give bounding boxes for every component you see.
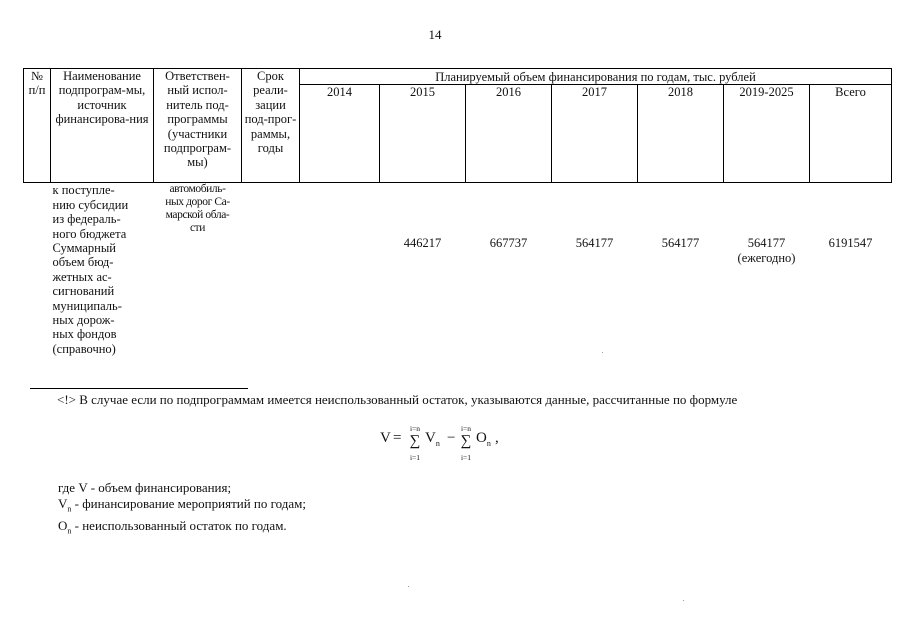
header-total: Всего — [810, 85, 892, 183]
value-2016: 667737 — [489, 236, 528, 251]
value-2014 — [300, 183, 380, 356]
value-note: (ежегодно) — [737, 250, 796, 265]
formula-minus: − — [447, 430, 456, 446]
legend-item: $O_n$ - неиспользованный остаток по годам. — [58, 517, 287, 536]
legend — [58, 480, 306, 539]
header-year-2014: 2014 — [300, 85, 380, 183]
footnote-divider — [30, 388, 248, 389]
formula-eq: = — [393, 430, 402, 446]
header-year-2016: 2016 — [466, 85, 552, 183]
header-name: Наименование подпрограм-мы, источник финансирова-ния — [51, 69, 154, 183]
value-total: 6191547 — [828, 236, 873, 251]
scan-speck — [602, 352, 603, 353]
sum2-symbol: ∑ — [460, 433, 472, 449]
scan-speck — [408, 586, 409, 587]
value-2019-2025: 564177 (ежегодно) — [724, 183, 810, 356]
header-term: Срок реали-зации под-прог-раммы, годы — [242, 69, 300, 183]
header-year-2018: 2018 — [638, 85, 724, 183]
page-number: 14 — [428, 27, 442, 42]
formula-end: , — [495, 430, 499, 446]
header-num: № п/п — [24, 69, 51, 183]
header-year-2019-2025: 2019-2025 — [724, 85, 810, 183]
row-term — [242, 183, 300, 356]
formula-lhs: V — [380, 430, 391, 446]
header-financing: Планируемый объем финансирования по годам, тыс. рублей — [300, 69, 892, 85]
header-year-2015: 2015 — [380, 85, 466, 183]
sum1-lower: i=1 — [409, 453, 421, 462]
formula-term2: $O_n$ — [476, 430, 491, 448]
value-2018: 564177 — [661, 236, 700, 251]
row-responsible: автомобиль- ных дорог Са- марской обла- сти — [165, 183, 230, 235]
row-name: к поступле- нию субсидии из федераль- ного бюджета Суммарный объем бюд- жетных ас- сигнований муниципаль- ных дорож- ных фондов (справочно) — [52, 183, 129, 356]
formula-term1: $V_n$ — [425, 430, 440, 448]
scan-speck — [683, 600, 684, 601]
legend-item: где V - объем финансирования; — [58, 480, 232, 495]
sum2-upper: i=n — [460, 424, 472, 433]
financing-table — [23, 68, 892, 356]
row-num — [24, 183, 51, 356]
sum1-upper: i=n — [409, 424, 421, 433]
sum1-symbol: ∑ — [409, 433, 421, 449]
header-year-2017: 2017 — [552, 85, 638, 183]
value-2015: 446217 — [403, 236, 442, 251]
legend-item: $V_n$ - финансирование мероприятий по годам; — [58, 496, 306, 514]
footnote-text: <!> В случае если по подпрограммам имеется неиспользованный остаток, указываются данные, рассчитанные по формуле — [57, 392, 738, 407]
table-row — [24, 183, 892, 356]
value-2017: 564177 — [575, 236, 614, 251]
sum2-lower: i=1 — [460, 453, 472, 462]
header-responsible: Ответствен-ный испол-нитель под-программы (участники подпрограм-мы) — [154, 69, 242, 183]
